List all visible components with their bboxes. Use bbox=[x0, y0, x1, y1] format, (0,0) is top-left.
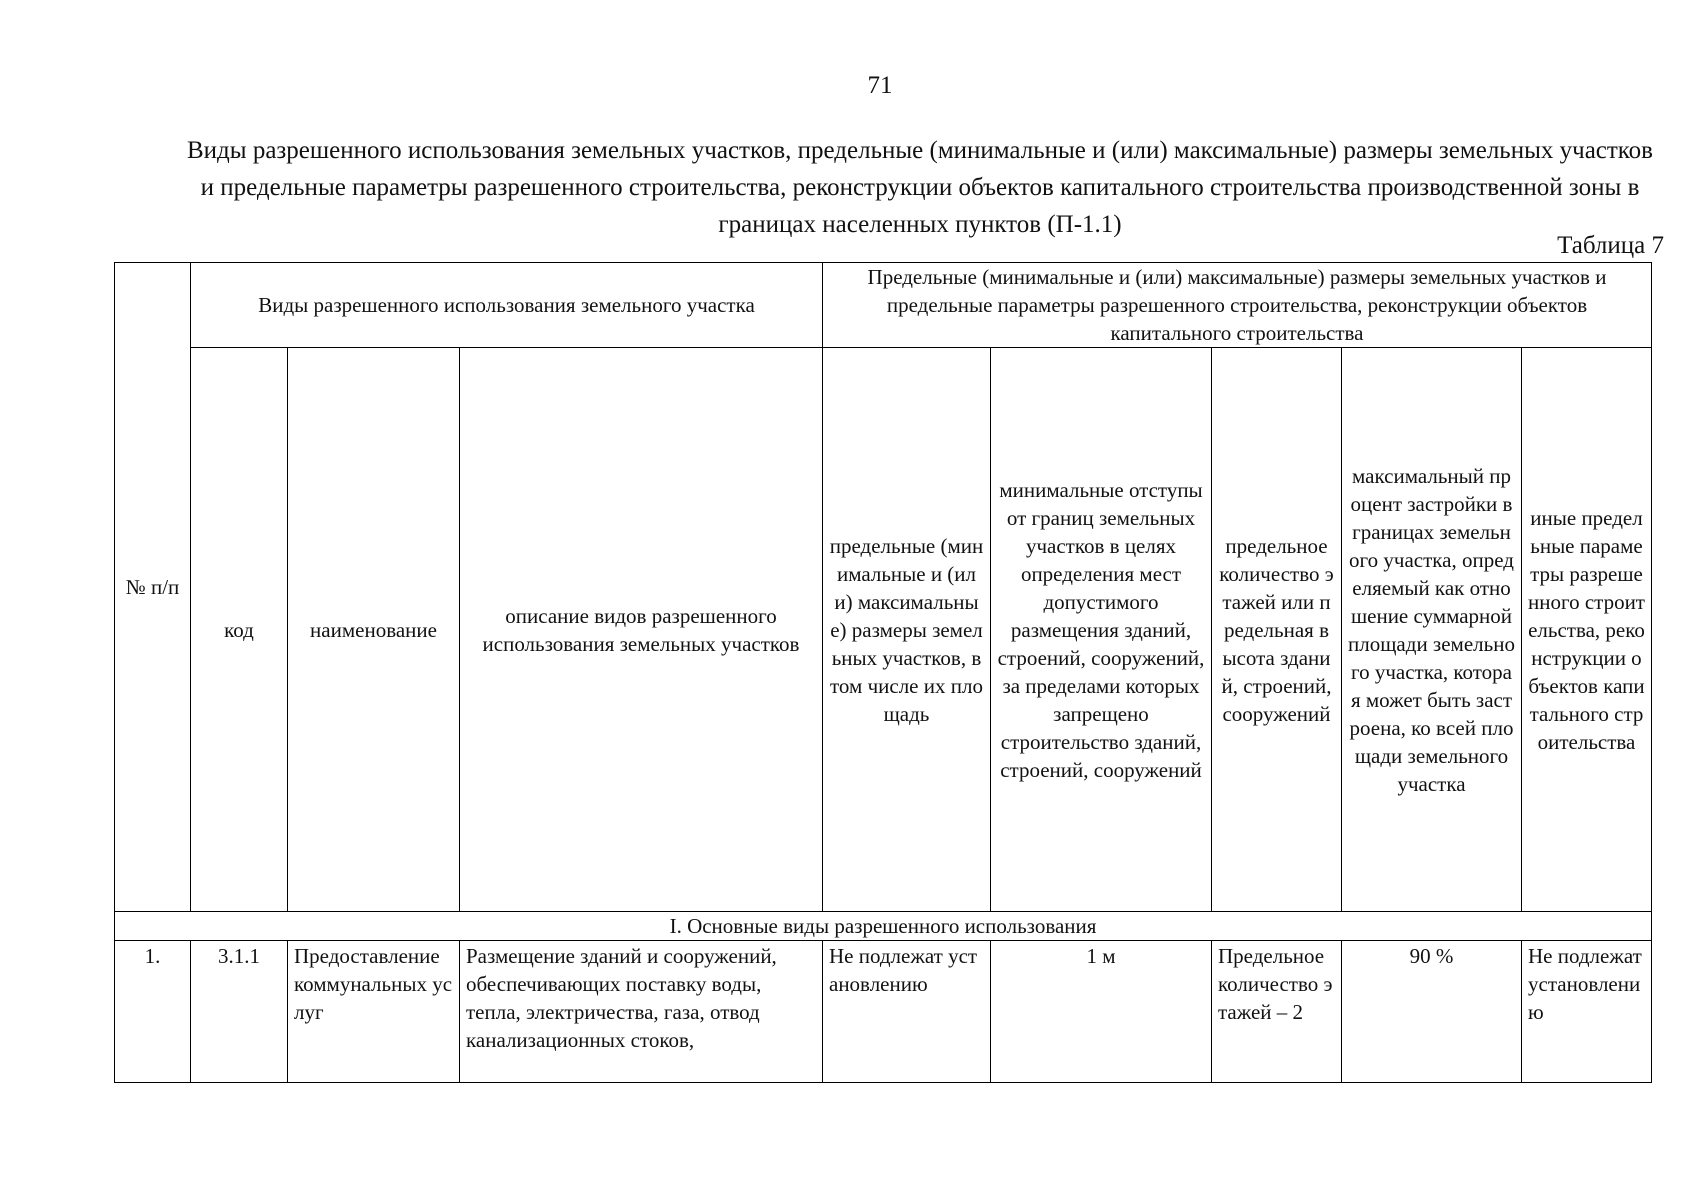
cell-floors: Предельное количество этажей – 2 bbox=[1212, 941, 1342, 1083]
header-other: иные предельные параметры разрешенного строительства, реконструкции объектов капитального строительства bbox=[1522, 348, 1652, 912]
header-name: наименование bbox=[288, 348, 460, 912]
section-title: I. Основные виды разрешенного использования bbox=[115, 912, 1652, 941]
header-code: код bbox=[191, 348, 288, 912]
header-floors: предельное количество этажей или предельная высота зданий, строений, сооружений bbox=[1212, 348, 1342, 912]
cell-name: Предоставление коммунальных услуг bbox=[288, 941, 460, 1083]
header-params-group: Предельные (минимальные и (или) максимальные) размеры земельных участков и предельные параметры разрешенного строительства, реконструкции объектов капитального строительства bbox=[823, 263, 1652, 348]
header-row-sub bbox=[115, 348, 1652, 912]
header-row-group bbox=[115, 263, 1652, 348]
cell-size: Не подлежат установлению bbox=[823, 941, 991, 1083]
table-row bbox=[115, 941, 1652, 1083]
cell-other: Не подлежат установлению bbox=[1522, 941, 1652, 1083]
cell-coverage: 90 % bbox=[1342, 941, 1522, 1083]
cell-num: 1. bbox=[115, 941, 191, 1083]
header-num: № п/п bbox=[115, 263, 191, 912]
header-size: предельные (минимальные и (или) максимальные) размеры земельных участков, в том числе их площадь bbox=[823, 348, 991, 912]
cell-setbacks: 1 м bbox=[991, 941, 1212, 1083]
table-caption: Таблица 7 bbox=[1557, 232, 1664, 259]
section-row bbox=[115, 912, 1652, 941]
header-description: описание видов разрешенного использования земельных участков bbox=[460, 348, 823, 912]
zoning-table bbox=[114, 262, 1652, 1083]
header-coverage: максимальный процент застройки в границах земельного участка, определяемый как отношение суммарной площади земельного участка, которая может быть застроена, ко всей площади земельного участка bbox=[1342, 348, 1522, 912]
cell-code: 3.1.1 bbox=[191, 941, 288, 1083]
header-vri-group: Виды разрешенного использования земельного участка bbox=[191, 263, 823, 348]
page-number: 71 bbox=[867, 72, 893, 99]
document-title: Виды разрешенного использования земельных участков, предельные (минимальные и (или) максимальные) размеры земельных участков и предельные параметры разрешенного строительства, реконструкции объектов капитального строительства производственной зоны в границах населенных пунктов (П-1.1) bbox=[187, 137, 1653, 238]
header-setbacks: минимальные отступы от границ земельных участков в целях определения мест допустимого размещения зданий, строений, сооружений, за пределами которых запрещено строительство зданий, строений, сооружений bbox=[991, 348, 1212, 912]
cell-description: Размещение зданий и сооружений, обеспечивающих поставку воды, тепла, электричества, газа, отвод канализационных стоков, bbox=[460, 941, 823, 1083]
